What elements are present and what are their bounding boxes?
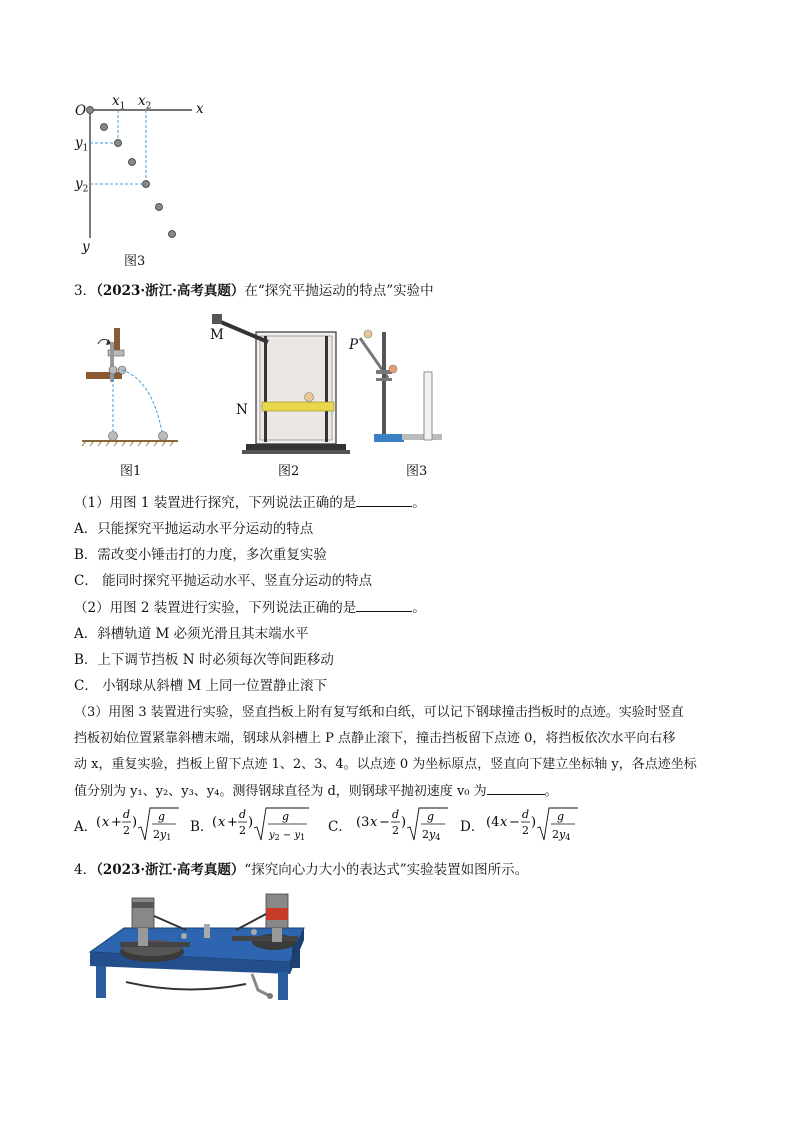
part-2-option-b: B．上下调节挡板 N 时必须每次等间距移动 bbox=[74, 652, 334, 668]
fig2-caption: 图2 bbox=[278, 464, 300, 479]
svg-text:g: g bbox=[557, 810, 565, 823]
option-a-formula bbox=[94, 802, 180, 852]
question-stem: “探究向心力大小的表达式”实验装置如图所示。 bbox=[244, 862, 529, 878]
question-number: 3． bbox=[74, 283, 97, 299]
svg-text:2: 2 bbox=[522, 824, 529, 837]
origin-label: O bbox=[75, 103, 87, 119]
apparatus-figure-2 bbox=[206, 312, 359, 457]
svg-text:−: − bbox=[509, 815, 520, 830]
y1-label: $y_1$ bbox=[75, 135, 89, 154]
answer-blank-2[interactable] bbox=[356, 599, 412, 612]
svg-text:): ) bbox=[401, 815, 407, 830]
apparatus-figure-3 bbox=[346, 322, 446, 452]
svg-text:): ) bbox=[132, 815, 138, 830]
svg-text:+: + bbox=[227, 815, 238, 830]
svg-text:2: 2 bbox=[123, 824, 130, 837]
svg-text:2y1: 2y1 bbox=[153, 828, 172, 842]
question-stem: 在“探究平抛运动的特点”实验中 bbox=[244, 283, 434, 299]
centripetal-apparatus-figure bbox=[86, 886, 308, 1028]
part-1-option-c: C． 能同时探究平抛运动水平、竖直分运动的特点 bbox=[74, 573, 373, 589]
x-axis-label: x bbox=[196, 101, 204, 117]
svg-text:g: g bbox=[158, 810, 166, 823]
question-source: （2023·浙江·高考真题） bbox=[96, 862, 245, 878]
svg-text:x: x bbox=[500, 815, 508, 830]
part-1-option-b: B．需改变小锤击打的力度，多次重复实验 bbox=[74, 547, 327, 563]
answer-blank-3[interactable] bbox=[487, 782, 545, 795]
part-1-option-a: A．只能探究平抛运动水平分运动的特点 bbox=[74, 521, 314, 537]
question-4-header bbox=[74, 861, 528, 879]
option-d-formula bbox=[484, 802, 580, 852]
svg-text:x: x bbox=[218, 815, 226, 830]
svg-text:2: 2 bbox=[392, 824, 399, 837]
part-3-line-3: 动 x，重复实验，挡板上留下点迹 1、2、3、4。以点迹 0 为坐标原点，竖直向下建立坐标轴 y，各点迹坐标 bbox=[74, 757, 697, 772]
option-a-label: A． bbox=[74, 819, 98, 835]
svg-text:g: g bbox=[427, 810, 435, 823]
option-b-formula bbox=[210, 802, 310, 852]
y2-label: $y_2$ bbox=[75, 176, 89, 195]
y-axis-label: y bbox=[82, 239, 90, 255]
svg-text:): ) bbox=[248, 815, 254, 830]
part-2-question: （2）用图 2 装置进行实验，下列说法正确的是 。 bbox=[74, 600, 426, 616]
svg-text:2: 2 bbox=[239, 824, 246, 837]
fig1-caption: 图1 bbox=[120, 464, 142, 479]
svg-text:x: x bbox=[102, 815, 110, 830]
svg-text:2y4: 2y4 bbox=[552, 828, 571, 842]
baffle-label-n: N bbox=[236, 402, 248, 418]
fig3-caption: 图3 bbox=[406, 464, 428, 479]
part-3-line-4: 值分别为 y₁、y₂、y₃、y₄。测得钢球直径为 d，则钢球平抛初速度 v₀ 为 。 bbox=[74, 784, 558, 799]
trajectory-points bbox=[87, 107, 176, 238]
part-2-text: （2）用图 2 装置进行实验，下列说法正确的是 bbox=[74, 600, 357, 616]
part-3-line-1: （3）用图 3 装置进行实验，竖直挡板上附有复写纸和白纸，可以记下钢球撞击挡板时的点迹。实验时竖直 bbox=[74, 705, 684, 720]
option-b-label: B． bbox=[190, 819, 214, 835]
svg-text:(3: (3 bbox=[356, 815, 370, 830]
svg-text:+: + bbox=[111, 815, 122, 830]
svg-text:d: d bbox=[123, 808, 131, 821]
svg-text:g: g bbox=[282, 810, 290, 823]
svg-text:d: d bbox=[392, 808, 400, 821]
option-c-label: C． bbox=[328, 819, 352, 835]
option-d-label: D． bbox=[460, 819, 485, 835]
point-label-p: P bbox=[349, 337, 359, 353]
svg-text:(: ( bbox=[96, 815, 102, 830]
question-source: （2023·浙江·高考真题） bbox=[96, 283, 245, 299]
figure-caption: 图3 bbox=[124, 254, 146, 269]
svg-text:2y4: 2y4 bbox=[422, 828, 441, 842]
slope-label-m: M bbox=[210, 327, 224, 343]
x2-label: $x_2$ bbox=[138, 93, 152, 112]
part-1-text: （1）用图 1 装置进行探究，下列说法正确的是 bbox=[74, 495, 357, 511]
svg-text:x: x bbox=[370, 815, 378, 830]
question-number: 4． bbox=[74, 862, 97, 878]
part-2-option-a: A．斜槽轨道 M 必须光滑且其末端水平 bbox=[74, 626, 309, 642]
apparatus-figure-1 bbox=[80, 322, 180, 452]
svg-text:d: d bbox=[522, 808, 530, 821]
svg-text:(4: (4 bbox=[486, 815, 500, 830]
option-c-formula bbox=[354, 802, 450, 852]
part-1-question: （1）用图 1 装置进行探究，下列说法正确的是 。 bbox=[74, 495, 426, 511]
svg-text:(: ( bbox=[212, 815, 218, 830]
part-3-line-4-text: 值分别为 y₁、y₂、y₃、y₄。测得钢球直径为 d，则钢球平抛初速度 v₀ 为 bbox=[74, 784, 487, 799]
svg-text:−: − bbox=[379, 815, 390, 830]
x1-label: $x_1$ bbox=[112, 93, 126, 112]
svg-text:d: d bbox=[239, 808, 247, 821]
question-3-header bbox=[74, 282, 434, 300]
svg-text:): ) bbox=[531, 815, 537, 830]
svg-text:y2 − y1: $y_2 - y_1$ bbox=[269, 830, 306, 842]
answer-blank-1[interactable] bbox=[356, 494, 412, 507]
part-3-line-2: 挡板初始位置紧靠斜槽末端，钢球从斜槽上 P 点静止滚下，撞击挡板留下点迹 0，将挡板依次水平向右移 bbox=[74, 731, 676, 746]
part-2-option-c: C． 小钢球从斜槽 M 上同一位置静止滚下 bbox=[74, 678, 328, 694]
